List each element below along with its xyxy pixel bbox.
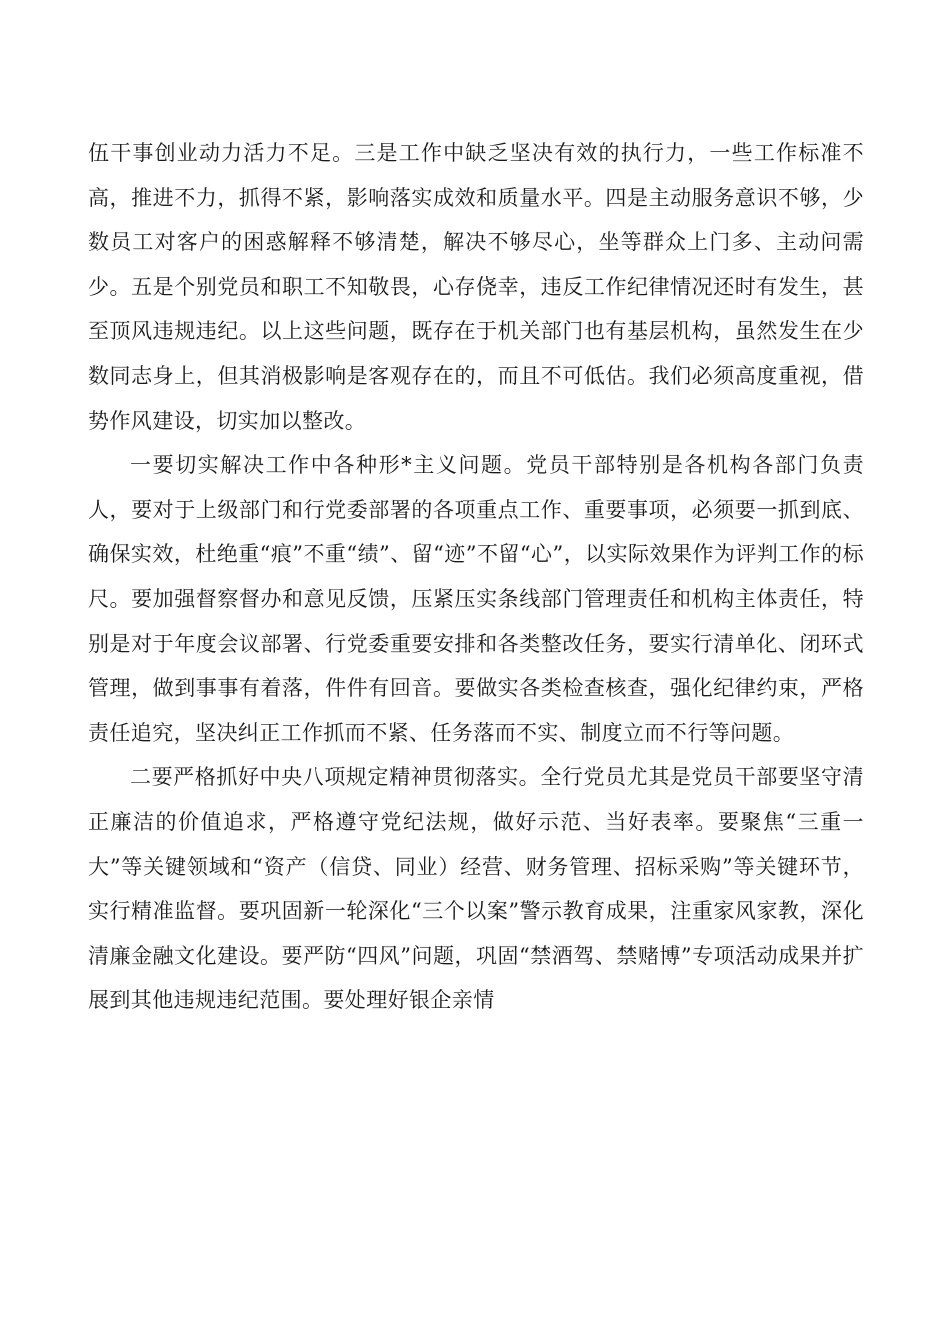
paragraph-continuation: 伍干事创业动力活力不足。三是工作中缺乏坚决有效的执行力，一些工作标准不高，推进不力，抓得不紧，影响落实成效和质量水平。四是主动服务意识不够，少数员工对客户的困惑解释不够清楚，解决不够尽心，坐等群众上门多、主动问需少。五是个别党员和职工不知敬畏，心存侥幸，违反工作纪律情况还时有发生，甚至顶风违规违纪。以上这些问题，既存在于机关部门也有基层机构，虽然发生在少数同志身上，但其消极影响是客观存在的，而且不可低估。我们必须高度重视，借势作风建设，切实加以整改。 bbox=[88, 141, 864, 433]
document-body bbox=[88, 131, 864, 1023]
paragraph-eight-regulations: 二要严格抓好中央八项规定精神贯彻落实。全行党员尤其是党员干部要坚守清正廉洁的价值追求，严格遵守党纪法规，做好示范、当好表率。要聚焦“三重一大”等关键领域和“资产（信贷、同业）经营、财务管理、招标采购”等关键环节，实行精准监督。要巩固新一轮深化“三个以案”警示教育成果，注重家风家教，深化清廉金融文化建设。要严防“四风”问题，巩固“禁酒驾、禁赌博”专项活动成果并扩展到其他违规违纪范围。要处理好银企亲情 bbox=[88, 765, 864, 1013]
paragraph-formalism-issues: 一要切实解决工作中各种形*主义问题。党员干部特别是各机构各部门负责人，要对于上级部门和行党委部署的各项重点工作、重要事项，必须要一抓到底、确保实效，杜绝重“痕”不重“绩”、留“迹”不留“心”，以实际效果作为评判工作的标尺。要加强督察督办和意见反馈，压紧压实条线部门管理责任和机构主体责任，特别是对于年度会议部署、行党委重要安排和各类整改任务，要实行清单化、闭环式管理，做到事事有着落，件件有回音。要做实各类检查核查，强化纪律约束，严格责任追究，坚决纠正工作抓而不紧、任务落而不实、制度立而不行等问题。 bbox=[88, 453, 864, 745]
